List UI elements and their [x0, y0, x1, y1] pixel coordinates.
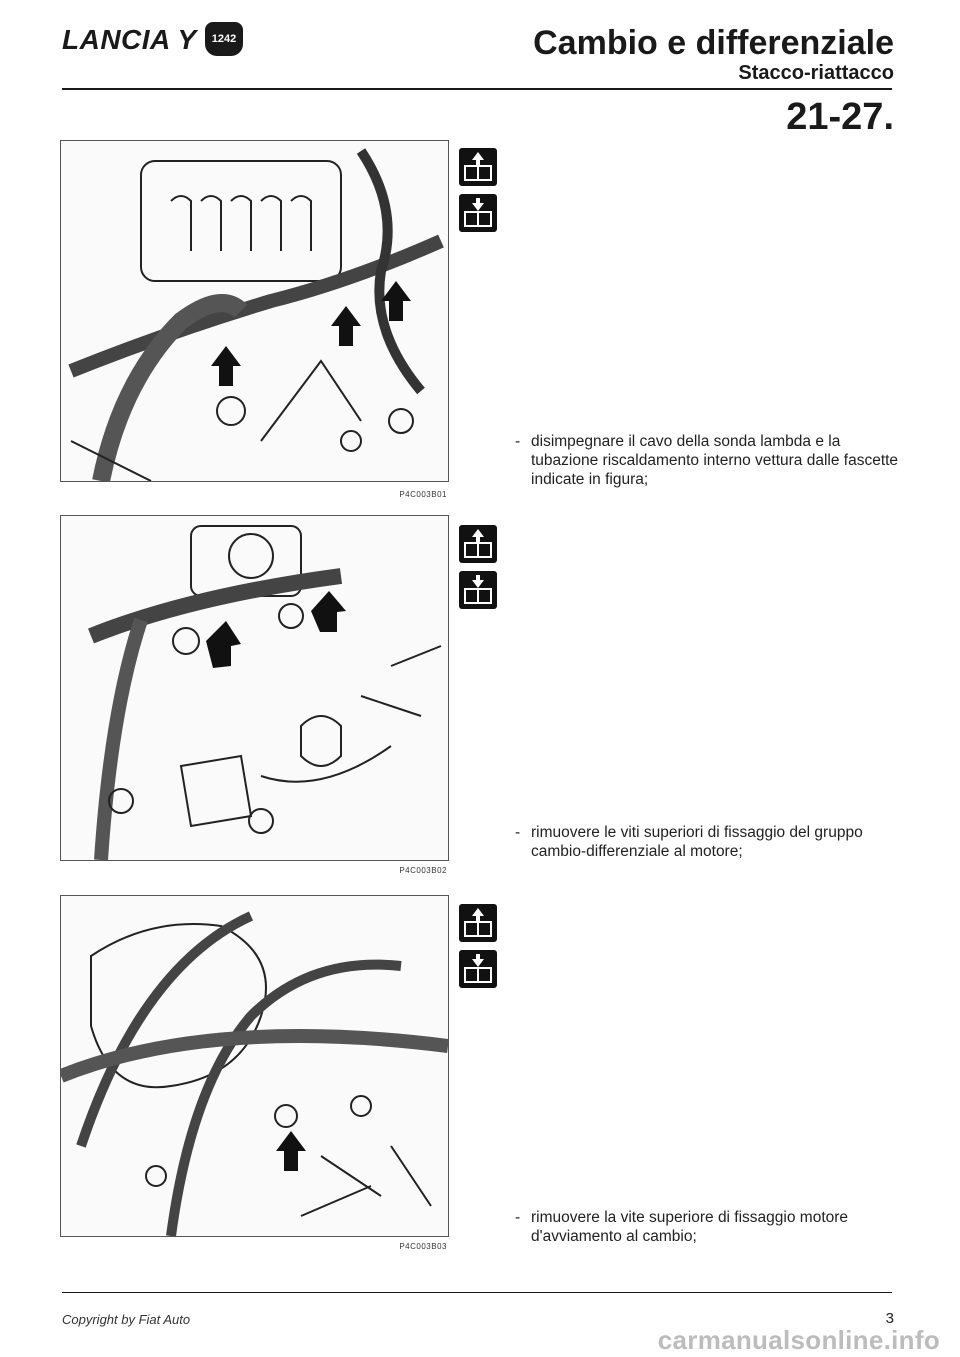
step-text: disimpegnare il cavo della sonda lambda e la tubazione riscaldamento interno vettura dalle fascette indicate in figura; — [531, 433, 899, 488]
step-dash: - — [515, 1209, 521, 1226]
lift-down-icon — [459, 571, 497, 609]
step-2 — [515, 823, 900, 861]
figure-1-code: P4C003B01 — [399, 490, 447, 499]
step-dash: - — [515, 433, 521, 450]
lift-up-icon — [459, 904, 497, 942]
page-subtitle: Stacco-riattacco — [738, 62, 894, 84]
lift-up-icon — [459, 148, 497, 186]
figure-2-code: P4C003B02 — [399, 866, 447, 875]
section-page-ref: 21-27. — [786, 96, 894, 138]
lift-up-icon — [459, 525, 497, 563]
page-title: Cambio e differenziale — [533, 24, 894, 62]
step-text: rimuovere le viti superiori di fissaggio del gruppo cambio-differenziale al motore; — [531, 824, 863, 860]
figure-3 — [60, 895, 449, 1237]
step-dash: - — [515, 824, 521, 841]
engine-badge: 1242 — [205, 22, 243, 56]
header-divider — [62, 88, 892, 90]
page-number: 3 — [885, 1310, 894, 1327]
figure-1 — [60, 140, 449, 482]
step-text: rimuovere la vite superiore di fissaggio motore d'avviamento al cambio; — [531, 1209, 849, 1245]
step-1 — [515, 432, 900, 489]
step-3 — [515, 1208, 900, 1246]
figure-3-code: P4C003B03 — [399, 1242, 447, 1251]
copyright: Copyright by Fiat Auto — [62, 1312, 191, 1327]
figure-2 — [60, 515, 449, 861]
brand-name: LANCIA Y — [62, 24, 197, 55]
watermark: carmanualsonline.info — [657, 1325, 940, 1355]
lift-down-icon — [459, 194, 497, 232]
lift-down-icon — [459, 950, 497, 988]
footer-divider — [62, 1292, 892, 1293]
